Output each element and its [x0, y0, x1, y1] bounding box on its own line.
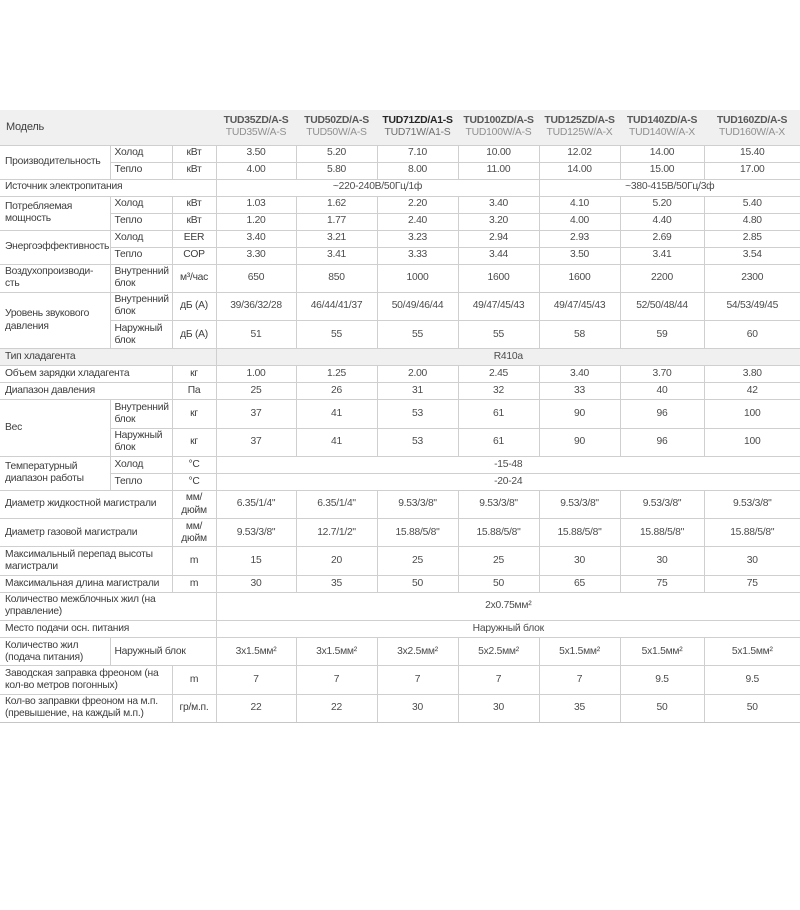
value-cell: 15.88/5/8"	[539, 519, 620, 547]
row-label: Максимальная длина магистрали	[0, 575, 172, 592]
table-row	[0, 230, 800, 247]
value-cell: 31	[377, 383, 458, 400]
row-unit: кВт	[172, 162, 216, 179]
value-cell: 14.00	[620, 145, 704, 162]
value-cell: 100	[704, 400, 800, 428]
row-label: Источник электропитания	[0, 179, 216, 196]
row-sublabel: Тепло	[110, 247, 172, 264]
value-cell: 3х1.5мм²	[216, 638, 296, 666]
row-label: Заводская заправка фреоном (на кол-во метров погонных)	[0, 666, 172, 694]
value-cell: 53	[377, 400, 458, 428]
value-cell: 58	[539, 321, 620, 349]
value-cell: 1000	[377, 264, 458, 292]
value-cell: 8.00	[377, 162, 458, 179]
row-label: Температурный диапазон работы	[0, 456, 110, 490]
value-cell: 2300	[704, 264, 800, 292]
row-sublabel: Наружный блок	[110, 321, 172, 349]
value-cell: 1.03	[216, 196, 296, 213]
value-cell: 3.40	[216, 230, 296, 247]
table-row	[0, 292, 800, 320]
value-cell: 42	[704, 383, 800, 400]
value-cell: 4.00	[539, 213, 620, 230]
value-cell: 3.54	[704, 247, 800, 264]
value-cell: 49/47/45/43	[458, 292, 539, 320]
value-cell: 75	[620, 575, 704, 592]
value-cell: 7	[296, 666, 377, 694]
value-cell: 7.10	[377, 145, 458, 162]
value-cell: 6.35/1/4"	[216, 490, 296, 518]
value-cell: 2.40	[377, 213, 458, 230]
value-cell: 9.5	[704, 666, 800, 694]
model-column-header	[704, 110, 800, 145]
row-unit: m	[172, 575, 216, 592]
value-cell: 50/49/46/44	[377, 292, 458, 320]
row-sublabel: Холод	[110, 145, 172, 162]
value-cell: 15.88/5/8"	[620, 519, 704, 547]
value-cell: 60	[704, 321, 800, 349]
value-cell: 35	[539, 694, 620, 722]
table-row	[0, 162, 800, 179]
value-cell: 3.41	[296, 247, 377, 264]
value-cell: 1600	[539, 264, 620, 292]
model-name-line2: TUD71W/A1-S	[384, 127, 451, 139]
row-sublabel: Внутренний блок	[110, 292, 172, 320]
value-cell: 3.40	[458, 196, 539, 213]
row-unit: кг	[172, 400, 216, 428]
table-row	[0, 456, 800, 473]
row-unit: кВт	[172, 145, 216, 162]
model-column-header	[620, 110, 704, 145]
value-cell: 5.80	[296, 162, 377, 179]
value-cell: 5х1.5мм²	[704, 638, 800, 666]
row-unit: дБ (А)	[172, 321, 216, 349]
row-label: Уровень звукового давления	[0, 292, 110, 349]
value-cell: 54/53/49/45	[704, 292, 800, 320]
value-cell: 55	[296, 321, 377, 349]
row-label: Количество межблочных жил (на управление)	[0, 592, 216, 620]
value-cell: 30	[539, 547, 620, 575]
row-unit: м³/час	[172, 264, 216, 292]
row-unit: гр/м.п.	[172, 694, 216, 722]
row-unit: мм/ дюйм	[172, 519, 216, 547]
model-column-header	[216, 110, 296, 145]
value-cell: 50	[377, 575, 458, 592]
value-cell: 33	[539, 383, 620, 400]
span-value-cell: Наружный блок	[216, 621, 800, 638]
row-unit: кВт	[172, 196, 216, 213]
table-row	[0, 383, 800, 400]
value-cell: 25	[377, 547, 458, 575]
row-label: Место подачи осн. питания	[0, 621, 216, 638]
value-cell: 2.00	[377, 366, 458, 383]
model-name-line1: TUD160ZD/A-S	[716, 114, 788, 126]
value-cell: 7	[377, 666, 458, 694]
value-cell: 30	[458, 694, 539, 722]
value-cell: 22	[296, 694, 377, 722]
value-cell: 9.53/3/8"	[704, 490, 800, 518]
value-cell: 15.88/5/8"	[377, 519, 458, 547]
value-cell: 2.69	[620, 230, 704, 247]
value-cell: 25	[458, 547, 539, 575]
value-cell: 100	[704, 428, 800, 456]
value-cell: 37	[216, 400, 296, 428]
table-row	[0, 638, 800, 666]
value-cell: 75	[704, 575, 800, 592]
value-cell: 30	[620, 547, 704, 575]
value-cell: 15.88/5/8"	[704, 519, 800, 547]
row-unit: m	[172, 547, 216, 575]
value-cell: 35	[296, 575, 377, 592]
value-cell: 90	[539, 400, 620, 428]
value-cell: 3.33	[377, 247, 458, 264]
value-cell: 20	[296, 547, 377, 575]
value-cell: 1.20	[216, 213, 296, 230]
value-cell: 26	[296, 383, 377, 400]
value-cell: 3х2.5мм²	[377, 638, 458, 666]
value-cell: 65	[539, 575, 620, 592]
value-cell: 90	[539, 428, 620, 456]
value-cell: 61	[458, 400, 539, 428]
row-label: Диаметр газовой магистрали	[0, 519, 172, 547]
value-cell: 850	[296, 264, 377, 292]
model-name-line1: TUD50ZD/A-S	[304, 114, 369, 126]
value-cell: 30	[704, 547, 800, 575]
spec-table-wrapper	[0, 110, 800, 723]
value-cell: 96	[620, 428, 704, 456]
value-cell: 1600	[458, 264, 539, 292]
table-row	[0, 196, 800, 213]
value-cell: 17.00	[704, 162, 800, 179]
model-name-line1: TUD71ZD/A1-S	[382, 114, 453, 126]
model-name-line2: TUD100W/A-S	[465, 127, 532, 139]
model-name-line1: TUD125ZD/A-S	[544, 114, 615, 126]
table-row	[0, 621, 800, 638]
row-label: Количество жил (подача питания)	[0, 638, 110, 666]
table-row	[0, 575, 800, 592]
row-label: Кол-во заправки фреоном на м.п. (превышение, на каждый м.п.)	[0, 694, 172, 722]
row-sublabel: Холод	[110, 230, 172, 247]
value-cell: 50	[458, 575, 539, 592]
value-cell: 5х1.5мм²	[539, 638, 620, 666]
value-cell: 55	[377, 321, 458, 349]
value-cell: 25	[216, 383, 296, 400]
table-row	[0, 179, 800, 196]
value-cell: 3.80	[704, 366, 800, 383]
value-cell: 14.00	[539, 162, 620, 179]
value-cell: 2200	[620, 264, 704, 292]
row-unit: дБ (А)	[172, 292, 216, 320]
span-value-cell: ~380-415В/50Гц/3ф	[539, 179, 800, 196]
row-label: Потребляемая мощность	[0, 196, 110, 230]
value-cell: 2.45	[458, 366, 539, 383]
value-cell: 1.00	[216, 366, 296, 383]
row-label: Воздухопроизводи-сть	[0, 264, 110, 292]
value-cell: 3.40	[539, 366, 620, 383]
value-cell: 15.88/5/8"	[458, 519, 539, 547]
value-cell: 9.53/3/8"	[216, 519, 296, 547]
table-row	[0, 490, 800, 518]
table-row	[0, 264, 800, 292]
value-cell: 40	[620, 383, 704, 400]
table-body	[0, 145, 800, 722]
value-cell: 4.00	[216, 162, 296, 179]
span-value-cell: -20-24	[216, 473, 800, 490]
table-header	[0, 110, 800, 145]
model-name-line1: TUD35ZD/A-S	[223, 114, 289, 126]
row-sublabel: Наружный блок	[110, 428, 172, 456]
table-row	[0, 400, 800, 428]
value-cell: 96	[620, 400, 704, 428]
model-name-line2: TUD160W/A-X	[719, 127, 785, 139]
value-cell: 2.93	[539, 230, 620, 247]
value-cell: 32	[458, 383, 539, 400]
model-name-line2: TUD140W/A-X	[629, 127, 695, 139]
table-row	[0, 473, 800, 490]
row-unit: кВт	[172, 213, 216, 230]
table-row	[0, 519, 800, 547]
row-sublabel: Тепло	[110, 473, 172, 490]
value-cell: 4.40	[620, 213, 704, 230]
row-sublabel: Холод	[110, 456, 172, 473]
row-unit: мм/ дюйм	[172, 490, 216, 518]
value-cell: 5.20	[620, 196, 704, 213]
row-unit: кг	[172, 366, 216, 383]
value-cell: 3.41	[620, 247, 704, 264]
row-label: Диапазон давления	[0, 383, 172, 400]
row-sublabel: Тепло	[110, 213, 172, 230]
span-value-cell: R410a	[216, 349, 800, 366]
row-label: Тип хладагента	[0, 349, 216, 366]
value-cell: 50	[704, 694, 800, 722]
row-label: Энергоэффективность	[0, 230, 110, 264]
row-unit: Па	[172, 383, 216, 400]
value-cell: 39/36/32/28	[216, 292, 296, 320]
value-cell: 4.10	[539, 196, 620, 213]
value-cell: 3.50	[216, 145, 296, 162]
value-cell: 49/47/45/43	[539, 292, 620, 320]
table-row	[0, 694, 800, 722]
value-cell: 3.44	[458, 247, 539, 264]
row-unit: кг	[172, 428, 216, 456]
value-cell: 55	[458, 321, 539, 349]
value-cell: 3.50	[539, 247, 620, 264]
value-cell: 3.20	[458, 213, 539, 230]
value-cell: 30	[216, 575, 296, 592]
value-cell: 4.80	[704, 213, 800, 230]
value-cell: 650	[216, 264, 296, 292]
value-cell: 50	[620, 694, 704, 722]
value-cell: 51	[216, 321, 296, 349]
value-cell: 12.7/1/2"	[296, 519, 377, 547]
model-name-line2: TUD50W/A-S	[306, 127, 367, 139]
row-sublabel: Внутренний блок	[110, 400, 172, 428]
value-cell: 10.00	[458, 145, 539, 162]
value-cell: 37	[216, 428, 296, 456]
table-row	[0, 666, 800, 694]
value-cell: 6.35/1/4"	[296, 490, 377, 518]
model-name-line1: TUD140ZD/A-S	[626, 114, 698, 126]
value-cell: 9.5	[620, 666, 704, 694]
models-header-row	[0, 110, 800, 145]
row-unit: m	[172, 666, 216, 694]
spec-table	[0, 110, 800, 722]
row-sublabel: Внутренний блок	[110, 264, 172, 292]
value-cell: 5х2.5мм²	[458, 638, 539, 666]
value-cell: 59	[620, 321, 704, 349]
value-cell: 5.40	[704, 196, 800, 213]
row-label: Диаметр жидкостной магистрали	[0, 490, 172, 518]
table-row	[0, 547, 800, 575]
table-row	[0, 321, 800, 349]
value-cell: 11.00	[458, 162, 539, 179]
value-cell: 1.77	[296, 213, 377, 230]
models-header-label: Модель	[0, 110, 216, 145]
span-value-cell: -15-48	[216, 456, 800, 473]
value-cell: 3х1.5мм²	[296, 638, 377, 666]
value-cell: 5.20	[296, 145, 377, 162]
row-label: Производительность	[0, 145, 110, 179]
row-label: Объем зарядки хладагента	[0, 366, 172, 383]
value-cell: 41	[296, 400, 377, 428]
row-label: Вес	[0, 400, 110, 457]
model-name-line2: TUD125W/A-X	[546, 127, 613, 139]
value-cell: 41	[296, 428, 377, 456]
value-cell: 15.00	[620, 162, 704, 179]
row-unit: EER	[172, 230, 216, 247]
model-name-line2: TUD35W/A-S	[225, 127, 287, 139]
value-cell: 15	[216, 547, 296, 575]
value-cell: 3.70	[620, 366, 704, 383]
value-cell: 9.53/3/8"	[458, 490, 539, 518]
table-row	[0, 592, 800, 620]
model-column-header	[539, 110, 620, 145]
value-cell: 9.53/3/8"	[539, 490, 620, 518]
value-cell: 22	[216, 694, 296, 722]
value-cell: 9.53/3/8"	[620, 490, 704, 518]
value-cell: 53	[377, 428, 458, 456]
value-cell: 61	[458, 428, 539, 456]
table-row	[0, 428, 800, 456]
value-cell: 3.21	[296, 230, 377, 247]
value-cell: 7	[458, 666, 539, 694]
value-cell: 2.85	[704, 230, 800, 247]
model-name-line1: TUD100ZD/A-S	[463, 114, 534, 126]
model-column-header	[377, 110, 458, 145]
table-row	[0, 145, 800, 162]
value-cell: 1.62	[296, 196, 377, 213]
row-unit: °С	[172, 473, 216, 490]
row-sublabel: Тепло	[110, 162, 172, 179]
table-row	[0, 349, 800, 366]
value-cell: 12.02	[539, 145, 620, 162]
value-cell: 2.20	[377, 196, 458, 213]
model-column-header	[296, 110, 377, 145]
value-cell: 9.53/3/8"	[377, 490, 458, 518]
value-cell: 5х1.5мм²	[620, 638, 704, 666]
row-label: Максимальный перепад высоты магистрали	[0, 547, 172, 575]
value-cell: 15.40	[704, 145, 800, 162]
span-value-cell: ~220-240В/50Гц/1ф	[216, 179, 539, 196]
value-cell: 1.25	[296, 366, 377, 383]
value-cell: 7	[216, 666, 296, 694]
value-cell: 3.30	[216, 247, 296, 264]
value-cell: 2.94	[458, 230, 539, 247]
row-unit: COP	[172, 247, 216, 264]
row-sublabel: Холод	[110, 196, 172, 213]
table-row	[0, 366, 800, 383]
table-row	[0, 213, 800, 230]
span-value-cell: 2х0.75мм²	[216, 592, 800, 620]
value-cell: 3.23	[377, 230, 458, 247]
model-column-header	[458, 110, 539, 145]
value-cell: 46/44/41/37	[296, 292, 377, 320]
value-cell: 52/50/48/44	[620, 292, 704, 320]
value-cell: 30	[377, 694, 458, 722]
table-row	[0, 247, 800, 264]
row-sublabel: Наружный блок	[110, 638, 216, 666]
value-cell: 7	[539, 666, 620, 694]
row-unit: °С	[172, 456, 216, 473]
